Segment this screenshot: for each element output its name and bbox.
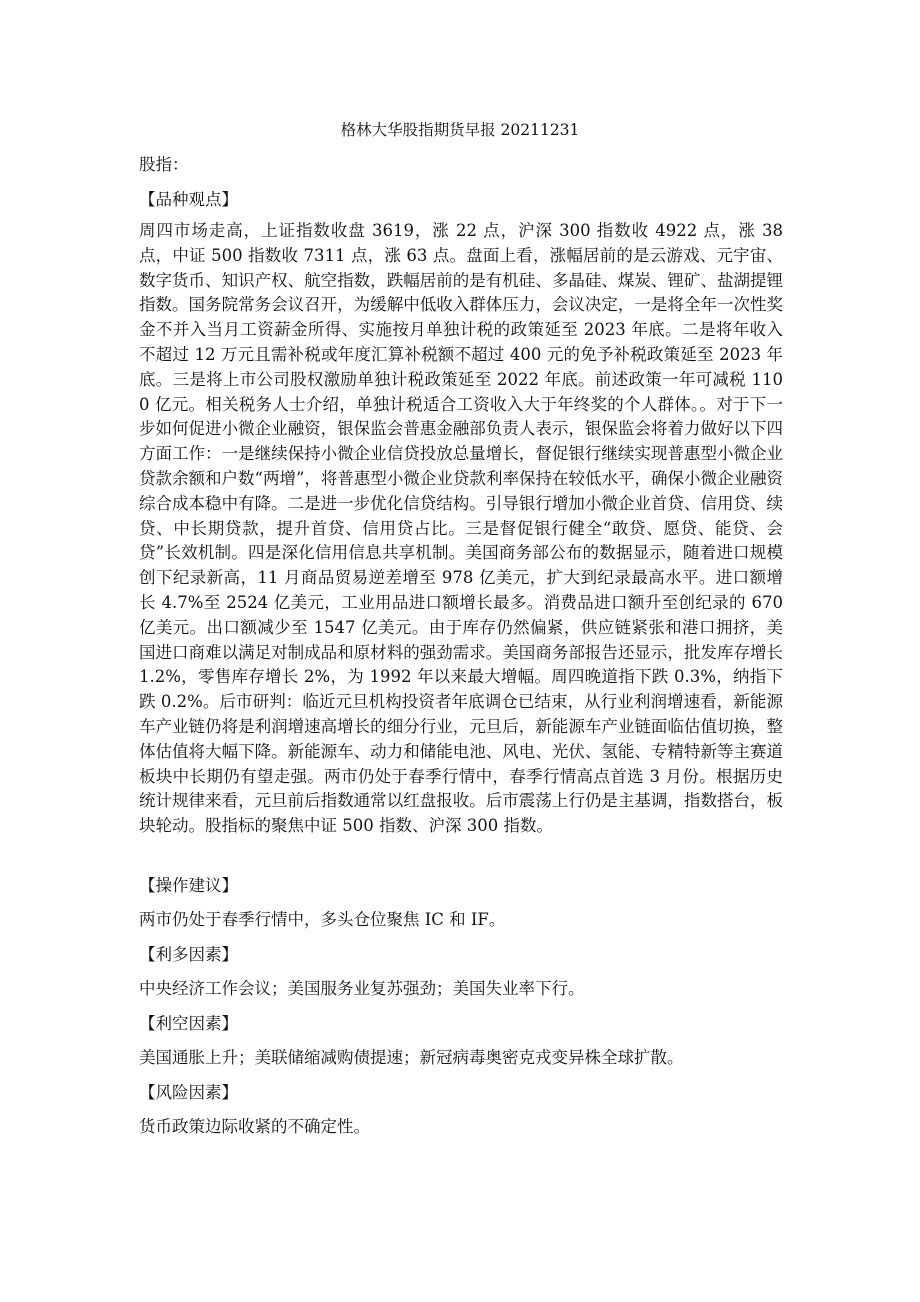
section-advice-text: 两市仍处于春季行情中，多头仓位聚焦 IC 和 IF。 (139, 909, 506, 929)
document-body (139, 152, 783, 1140)
section-bullish-label: 【利多因素】 (139, 944, 238, 964)
section-bearish-label: 【利空因素】 (139, 1013, 238, 1033)
section-risk-text: 货币政策边际收紧的不确定性。 (139, 1116, 370, 1136)
section-advice-label: 【操作建议】 (139, 875, 238, 895)
section-risk-label: 【风险因素】 (139, 1082, 238, 1102)
document-title: 格林大华股指期货早报 20211231 (340, 121, 580, 139)
section-view-label: 【品种观点】 (139, 190, 238, 209)
category-label: 股指： (139, 155, 189, 174)
section-bullish-text: 中央经济工作会议；美国服务业复苏强劲；美国失业率下行。 (139, 978, 585, 998)
section-bearish-text: 美国通胀上升；美联储缩减购债提速；新冠病毒奥密克戎变异株全球扩散。 (139, 1047, 684, 1067)
section-view-text: 周四市场走高，上证指数收盘 3619，涨 22 点，沪深 300 指数收 4922 点，涨 38 点，中证 500 指数收 7311 点，涨 63 点。盘面上看，涨幅居前的是云游戏、元宇宙、数字货币、知识产权、航空指数，跌幅居前的是有机硅、多晶硅、煤炭、锂矿、盐湖提锂指数。国务院常务会议召开，为缓解中低收入群体压力，会议决定，一是将全年一次性奖金不并入当月工资薪金所得、实施按月单独计税的政策延至 2023 年底。二是将年收入不超过 12 万元且需补税或年度汇算补税额不超过 400 元的免予补税政策延至 2023 年底。三是将上市公司股权激励单独计税政策延至 2022 年底。前述政策一年可减税 1100 亿元。相关税务人士介绍，单独计税适合工资收入大于年终奖的个人群体。。对于下一步如何促进小微企业融资，银保监会普惠金融部负责人表示，银保监会将着力做好以下四方面工作：一是继续保持小微企业信贷投放总量增长，督促银行继续实现普惠型小微企业贷款余额和户数“两增”，将普惠型小微企业贷款利率保持在较低水平，确保小微企业融资综合成本稳中有降。二是进一步优化信贷结构。引导银行增加小微企业首贷、信用贷、续贷、中长期贷款，提升首贷、信用贷占比。三是督促银行健全“敢贷、愿贷、能贷、会贷”长效机制。四是深化信用信息共享机制。美国商务部公布的数据显示，随着进口规模创下纪录新高，11 月商品贸易逆差增至 978 亿美元，扩大到纪录最高水平。进口额增长 4.7%至 2524 亿美元，工业用品进口额增长最多。消费品进口额升至创纪录的 670 亿美元。出口额减少至 1547 亿美元。由于库存仍然偏紧，供应链紧张和港口拥挤，美国进口商难以满足对制成品和原材料的强劲需求。美国商务部报告还显示，批发库存增长 1.2%，零售库存增长 2%，为 1992 年以来最大增幅。周四晚道指下跌 0.3%，纳指下跌 0.2%。后市研判：临近元旦机构投资者年底调仓已结束，从行业利润增速看，新能源车产业链仍将是利润增速高增长的细分行业，元旦后，新能源车产业链面临估值切换，整体估值将大幅下降。新能源车、动力和储能电池、风电、光伏、氢能、专精特新等主赛道板块中长期仍有望走强。两市仍处于春季行情中，春季行情高点首选 3 月份。根据历史统计规律来看，元旦前后指数通常以红盘报收。后市震荡上行仍是主基调，指数搭台，板块轮动。股指标的聚焦中证 500 指数、沪深 300 指数。 (139, 221, 783, 836)
